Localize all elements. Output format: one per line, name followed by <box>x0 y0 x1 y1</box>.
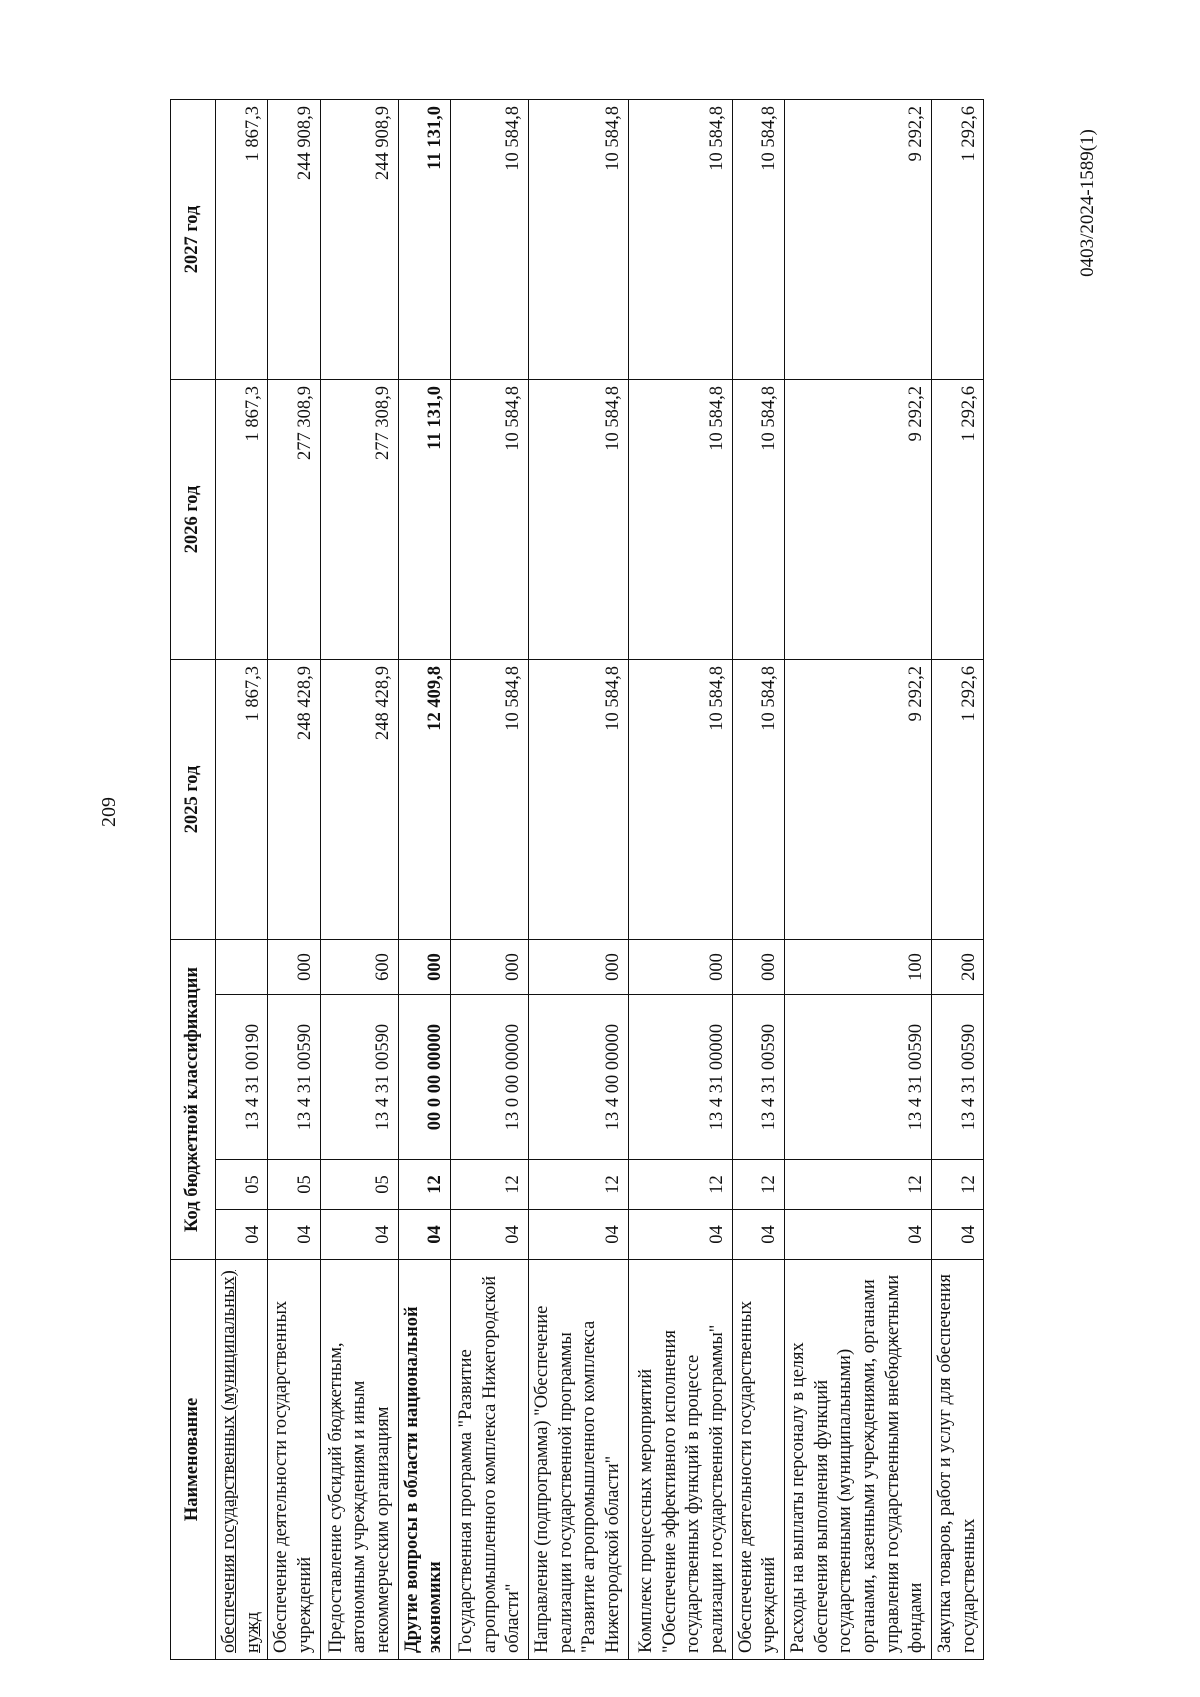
row-code-expense-type: 000 <box>529 939 629 994</box>
row-value-2025: 1 867,3 <box>216 659 268 939</box>
row-code-target: 13 4 31 00590 <box>785 995 932 1160</box>
row-code-subsection: 12 <box>732 1160 784 1210</box>
table-row <box>932 99 984 1659</box>
row-code-target: 13 0 00 00000 <box>451 995 529 1160</box>
row-code-subsection: 12 <box>451 1160 529 1210</box>
row-name: Комплекс процессных мероприятий "Обеспечение эффективного исполнения государственных функций в процессе реализации государственной программы" <box>628 1260 732 1660</box>
row-code-expense-type: 200 <box>932 939 984 994</box>
row-code-target: 00 0 00 00000 <box>398 995 450 1160</box>
row-value-2026: 277 308,9 <box>268 379 320 659</box>
row-value-2025: 10 584,8 <box>451 659 529 939</box>
row-value-2026: 11 131,0 <box>398 379 450 659</box>
row-code-section: 04 <box>529 1210 629 1260</box>
row-code-target: 13 4 31 00190 <box>216 995 268 1160</box>
table-body <box>216 99 984 1659</box>
row-value-2027: 10 584,8 <box>732 99 784 379</box>
row-code-subsection: 12 <box>785 1160 932 1210</box>
row-value-2027: 10 584,8 <box>529 99 629 379</box>
row-code-section: 04 <box>628 1210 732 1260</box>
row-value-2026: 10 584,8 <box>529 379 629 659</box>
row-name: Обеспечение деятельности государственных учреждений <box>268 1260 320 1660</box>
table-row <box>320 99 398 1659</box>
row-name: Расходы на выплаты персоналу в целях обеспечения выполнения функций государственными (муниципальными) органами, казенными учреждениями, органами управления государственными внебюджетными фондами <box>785 1260 932 1660</box>
row-value-2025: 10 584,8 <box>732 659 784 939</box>
header-name: Наименование <box>171 1260 216 1660</box>
table-row <box>398 99 450 1659</box>
row-value-2025: 248 428,9 <box>320 659 398 939</box>
row-code-subsection: 12 <box>628 1160 732 1210</box>
row-code-subsection: 05 <box>268 1160 320 1210</box>
row-value-2026: 1 292,6 <box>932 379 984 659</box>
row-code-expense-type: 000 <box>268 939 320 994</box>
row-code-target: 13 4 31 00590 <box>268 995 320 1160</box>
row-value-2027: 1 292,6 <box>932 99 984 379</box>
row-value-2026: 9 292,2 <box>785 379 932 659</box>
row-value-2027: 10 584,8 <box>451 99 529 379</box>
row-value-2026: 277 308,9 <box>320 379 398 659</box>
document-code: 0403/2024-1589(1) <box>1077 129 1098 277</box>
header-code: Код бюджетной классификации <box>171 939 216 1259</box>
row-value-2025: 10 584,8 <box>628 659 732 939</box>
row-value-2027: 10 584,8 <box>628 99 732 379</box>
row-value-2027: 244 908,9 <box>320 99 398 379</box>
row-value-2025: 248 428,9 <box>268 659 320 939</box>
row-code-target: 13 4 31 00590 <box>932 995 984 1160</box>
table-row <box>216 99 268 1659</box>
row-code-section: 04 <box>451 1210 529 1260</box>
row-name: Государственная программа "Развитие агропромышленного комплекса Нижегородской области" <box>451 1260 529 1660</box>
header-2025: 2025 год <box>171 659 216 939</box>
row-code-section: 04 <box>268 1210 320 1260</box>
row-value-2025: 1 292,6 <box>932 659 984 939</box>
row-code-expense-type: 100 <box>785 939 932 994</box>
row-code-target: 13 4 31 00590 <box>732 995 784 1160</box>
row-name: обеспечения государственных (муниципальных) нужд <box>216 1260 268 1660</box>
row-value-2026: 1 867,3 <box>216 379 268 659</box>
row-code-expense-type: 600 <box>320 939 398 994</box>
row-code-section: 04 <box>732 1210 784 1260</box>
row-code-subsection: 05 <box>216 1160 268 1210</box>
row-value-2025: 12 409,8 <box>398 659 450 939</box>
row-name: Направление (подпрограмма) "Обеспечение реализации государственной программы "Развитие агропромышленного комплекса Нижегородской области" <box>529 1260 629 1660</box>
row-code-expense-type: 000 <box>398 939 450 994</box>
row-code-section: 04 <box>932 1210 984 1260</box>
row-value-2027: 1 867,3 <box>216 99 268 379</box>
table-row <box>732 99 784 1659</box>
row-code-expense-type: 000 <box>732 939 784 994</box>
table-row <box>529 99 629 1659</box>
row-value-2026: 10 584,8 <box>628 379 732 659</box>
row-value-2025: 9 292,2 <box>785 659 932 939</box>
row-name: Предоставление субсидий бюджетным, автономным учреждениям и иным некоммерческим организациям <box>320 1260 398 1660</box>
row-name: Закупка товаров, работ и услуг для обеспечения государственных <box>932 1260 984 1660</box>
table-row <box>268 99 320 1659</box>
row-code-subsection: 12 <box>398 1160 450 1210</box>
row-code-subsection: 12 <box>529 1160 629 1210</box>
row-code-expense-type <box>216 939 268 994</box>
row-code-section: 04 <box>785 1210 932 1260</box>
row-code-section: 04 <box>320 1210 398 1260</box>
row-value-2027: 9 292,2 <box>785 99 932 379</box>
row-code-target: 13 4 31 00000 <box>628 995 732 1160</box>
row-value-2025: 10 584,8 <box>529 659 629 939</box>
row-name: Другие вопросы в области национальной экономики <box>398 1260 450 1660</box>
row-value-2027: 244 908,9 <box>268 99 320 379</box>
budget-table-container <box>170 100 979 1660</box>
row-value-2026: 10 584,8 <box>732 379 784 659</box>
row-code-target: 13 4 31 00590 <box>320 995 398 1160</box>
row-value-2027: 11 131,0 <box>398 99 450 379</box>
row-value-2026: 10 584,8 <box>451 379 529 659</box>
row-code-section: 04 <box>398 1210 450 1260</box>
row-code-subsection: 12 <box>932 1160 984 1210</box>
table-row <box>451 99 529 1659</box>
header-2026: 2026 год <box>171 379 216 659</box>
table-row <box>628 99 732 1659</box>
row-code-expense-type: 000 <box>628 939 732 994</box>
table-header-row <box>171 99 216 1659</box>
row-code-section: 04 <box>216 1210 268 1260</box>
budget-table <box>170 99 984 1660</box>
header-2027: 2027 год <box>171 99 216 379</box>
table-row <box>785 99 932 1659</box>
page-number: 209 <box>98 797 120 827</box>
row-name: Обеспечение деятельности государственных учреждений <box>732 1260 784 1660</box>
row-code-expense-type: 000 <box>451 939 529 994</box>
row-code-subsection: 05 <box>320 1160 398 1210</box>
row-code-target: 13 4 00 00000 <box>529 995 629 1160</box>
